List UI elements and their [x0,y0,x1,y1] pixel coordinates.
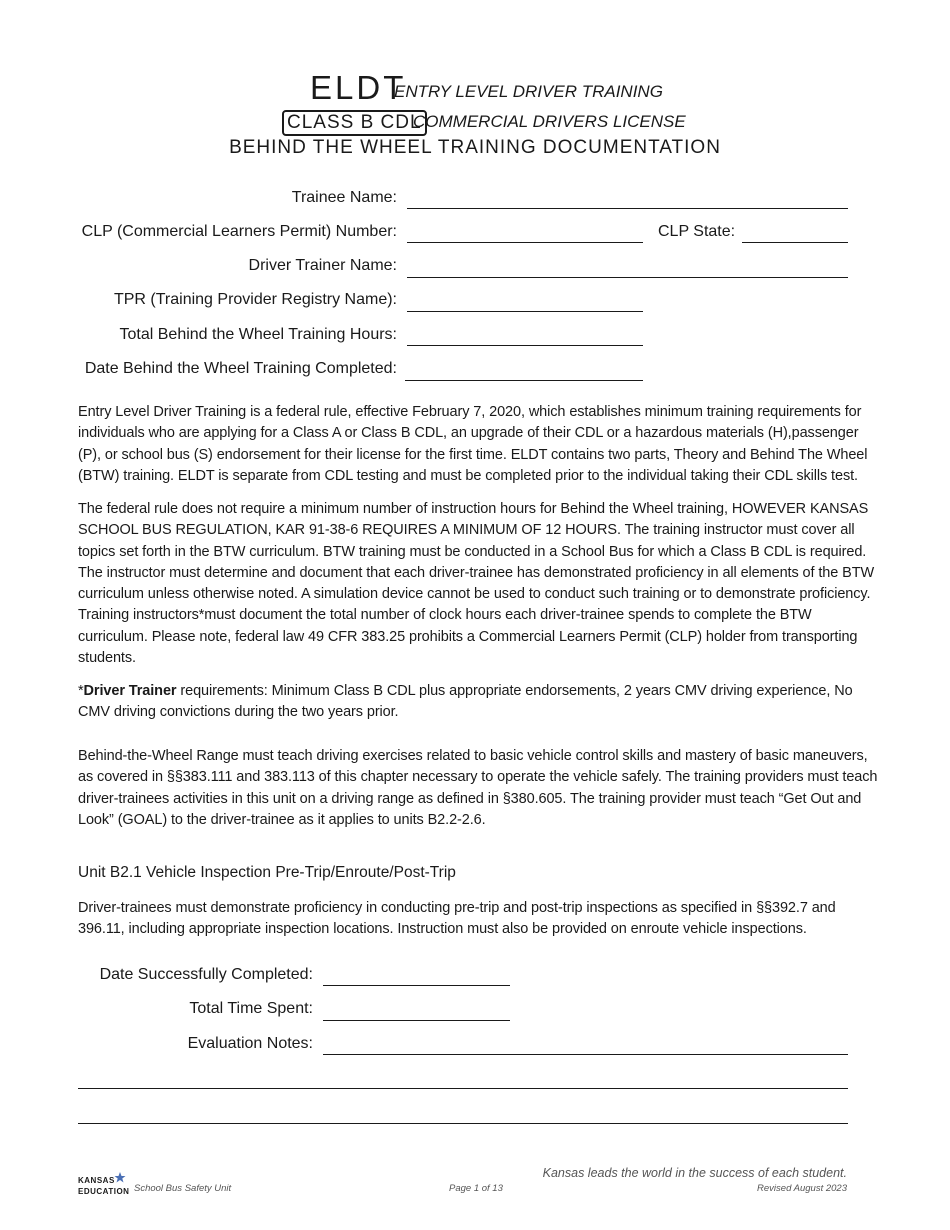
class-subtitle: COMMERCIAL DRIVERS LICENSE [413,112,686,131]
total-time-spent-label: Total Time Spent: [189,1000,313,1017]
class-label-box: CLASS B CDL [282,110,427,136]
footer-unit-name: School Bus Safety Unit [134,1183,232,1194]
clp-state-field[interactable] [742,242,848,243]
evaluation-notes-line-2[interactable] [78,1088,848,1089]
range-paragraph: Behind-the-Wheel Range must teach driving exercises related to basic vehicle control skills and mastery of basic maneuvers, as covered in §§383.111 and 383.113 of this chapter necessary to operate the vehicle safely. The training providers must teach driver-trainees activities in this unit on a driving range as defined in §380.605. The training provider must teach “Get Out and Look” (GOAL) to the driver-trainee as it applies to units B2.2-2.6. [78,748,878,828]
unit-description: Driver-trainees must demonstrate proficiency in conducting pre-trip and post-trip inspections as specified in §§392.7 and 396.11, including appropriate inspection locations. Instruction must also be provided on enroute vehicle inspections. [78,900,836,938]
tpr-label: TPR (Training Provider Registry Name): [113,291,397,308]
eldt-intro-paragraph: Entry Level Driver Training is a federal rule, effective February 7, 2020, which establishes minimum training requirements for individuals who are applying for a Class A or Class B CDL, an upgrade of their CDL or a hazardous materials (H),passenger (P), or school bus (S) endorsement for their license for the first time. ELDT contains two parts, Theory and Behind The Wheel (BTW) training. ELDT is separate from CDL testing and must be completed prior to the individual taking their CDL skills test. [78,404,868,484]
footer-motto: Kansas leads the world in the success of each student. [542,1166,847,1180]
evaluation-notes-label: Evaluation Notes: [187,1035,313,1052]
tpr-field[interactable] [407,311,643,312]
clp-number-field[interactable] [407,242,643,243]
total-hours-field[interactable] [407,345,643,346]
total-hours-label: Total Behind the Wheel Training Hours: [119,326,397,343]
evaluation-notes-field[interactable] [323,1054,848,1055]
date-successfully-completed-label: Date Successfully Completed: [99,966,313,983]
total-time-spent-field[interactable] [323,1020,510,1021]
date-completed-label: Date Behind the Wheel Training Completed: [84,360,397,377]
evaluation-notes-line-3[interactable] [78,1123,848,1124]
clp-number-label: CLP (Commercial Learners Permit) Number: [81,223,397,240]
driver-trainer-name-label: Driver Trainer Name: [248,257,397,274]
date-completed-field[interactable] [405,380,643,381]
footer-revised-date: Revised August 2023 [757,1183,847,1194]
footer-page-number: Page 1 of 13 [449,1183,503,1194]
logo-line-1: KANSAS [78,1176,115,1185]
driver-trainer-name-field[interactable] [407,277,848,278]
trainee-name-field[interactable] [407,208,848,209]
document-title: BEHIND THE WHEEL TRAINING DOCUMENTATION [229,137,721,158]
clp-state-label: CLP State: [658,223,736,240]
requirements-text: requirements: Minimum Class B CDL plus appropriate endorsements, 2 years CMV driving experience, No CMV driving convictions during the two years prior. [78,683,853,721]
asterisk: * [78,683,84,699]
trainee-name-label: Trainee Name: [291,189,397,206]
federal-rule-paragraph: The federal rule does not require a minimum number of instruction hours for Behind the Wheel training, HOWEVER KANSAS SCHOOL BUS REGULATION, KAR 91-38-6 REQUIRES A MINIMUM OF 12 HOURS. The training instructor must cover all topics set forth in the BTW curriculum. BTW training must be conducted in a School Bus for which a Class B CDL is required. The instructor must determine and document that each driver-trainee has demonstrated proficiency in all elements of the BTW curriculum unless otherwise noted. A simulation device cannot be used to conduct such training or to demonstrate proficiency. Training instructors*must document the total number of clock hours each driver-trainee spends to complete the BTW curriculum. Please note, federal law 49 CFR 383.25 prohibits a Commercial Learners Permit (CLP) holder from transporting students. [78,501,875,667]
eldt-title: ELDT [310,69,407,106]
logo-line-2: EDUCATION [78,1187,130,1196]
driver-trainer-requirements [78,681,878,724]
date-successfully-completed-field[interactable] [323,985,510,986]
driver-trainer-bold: Driver Trainer [83,683,177,699]
unit-heading: Unit B2.1 Vehicle Inspection Pre-Trip/Enroute/Post-Trip [78,864,456,881]
eldt-subtitle: ENTRY LEVEL DRIVER TRAINING [394,82,663,101]
